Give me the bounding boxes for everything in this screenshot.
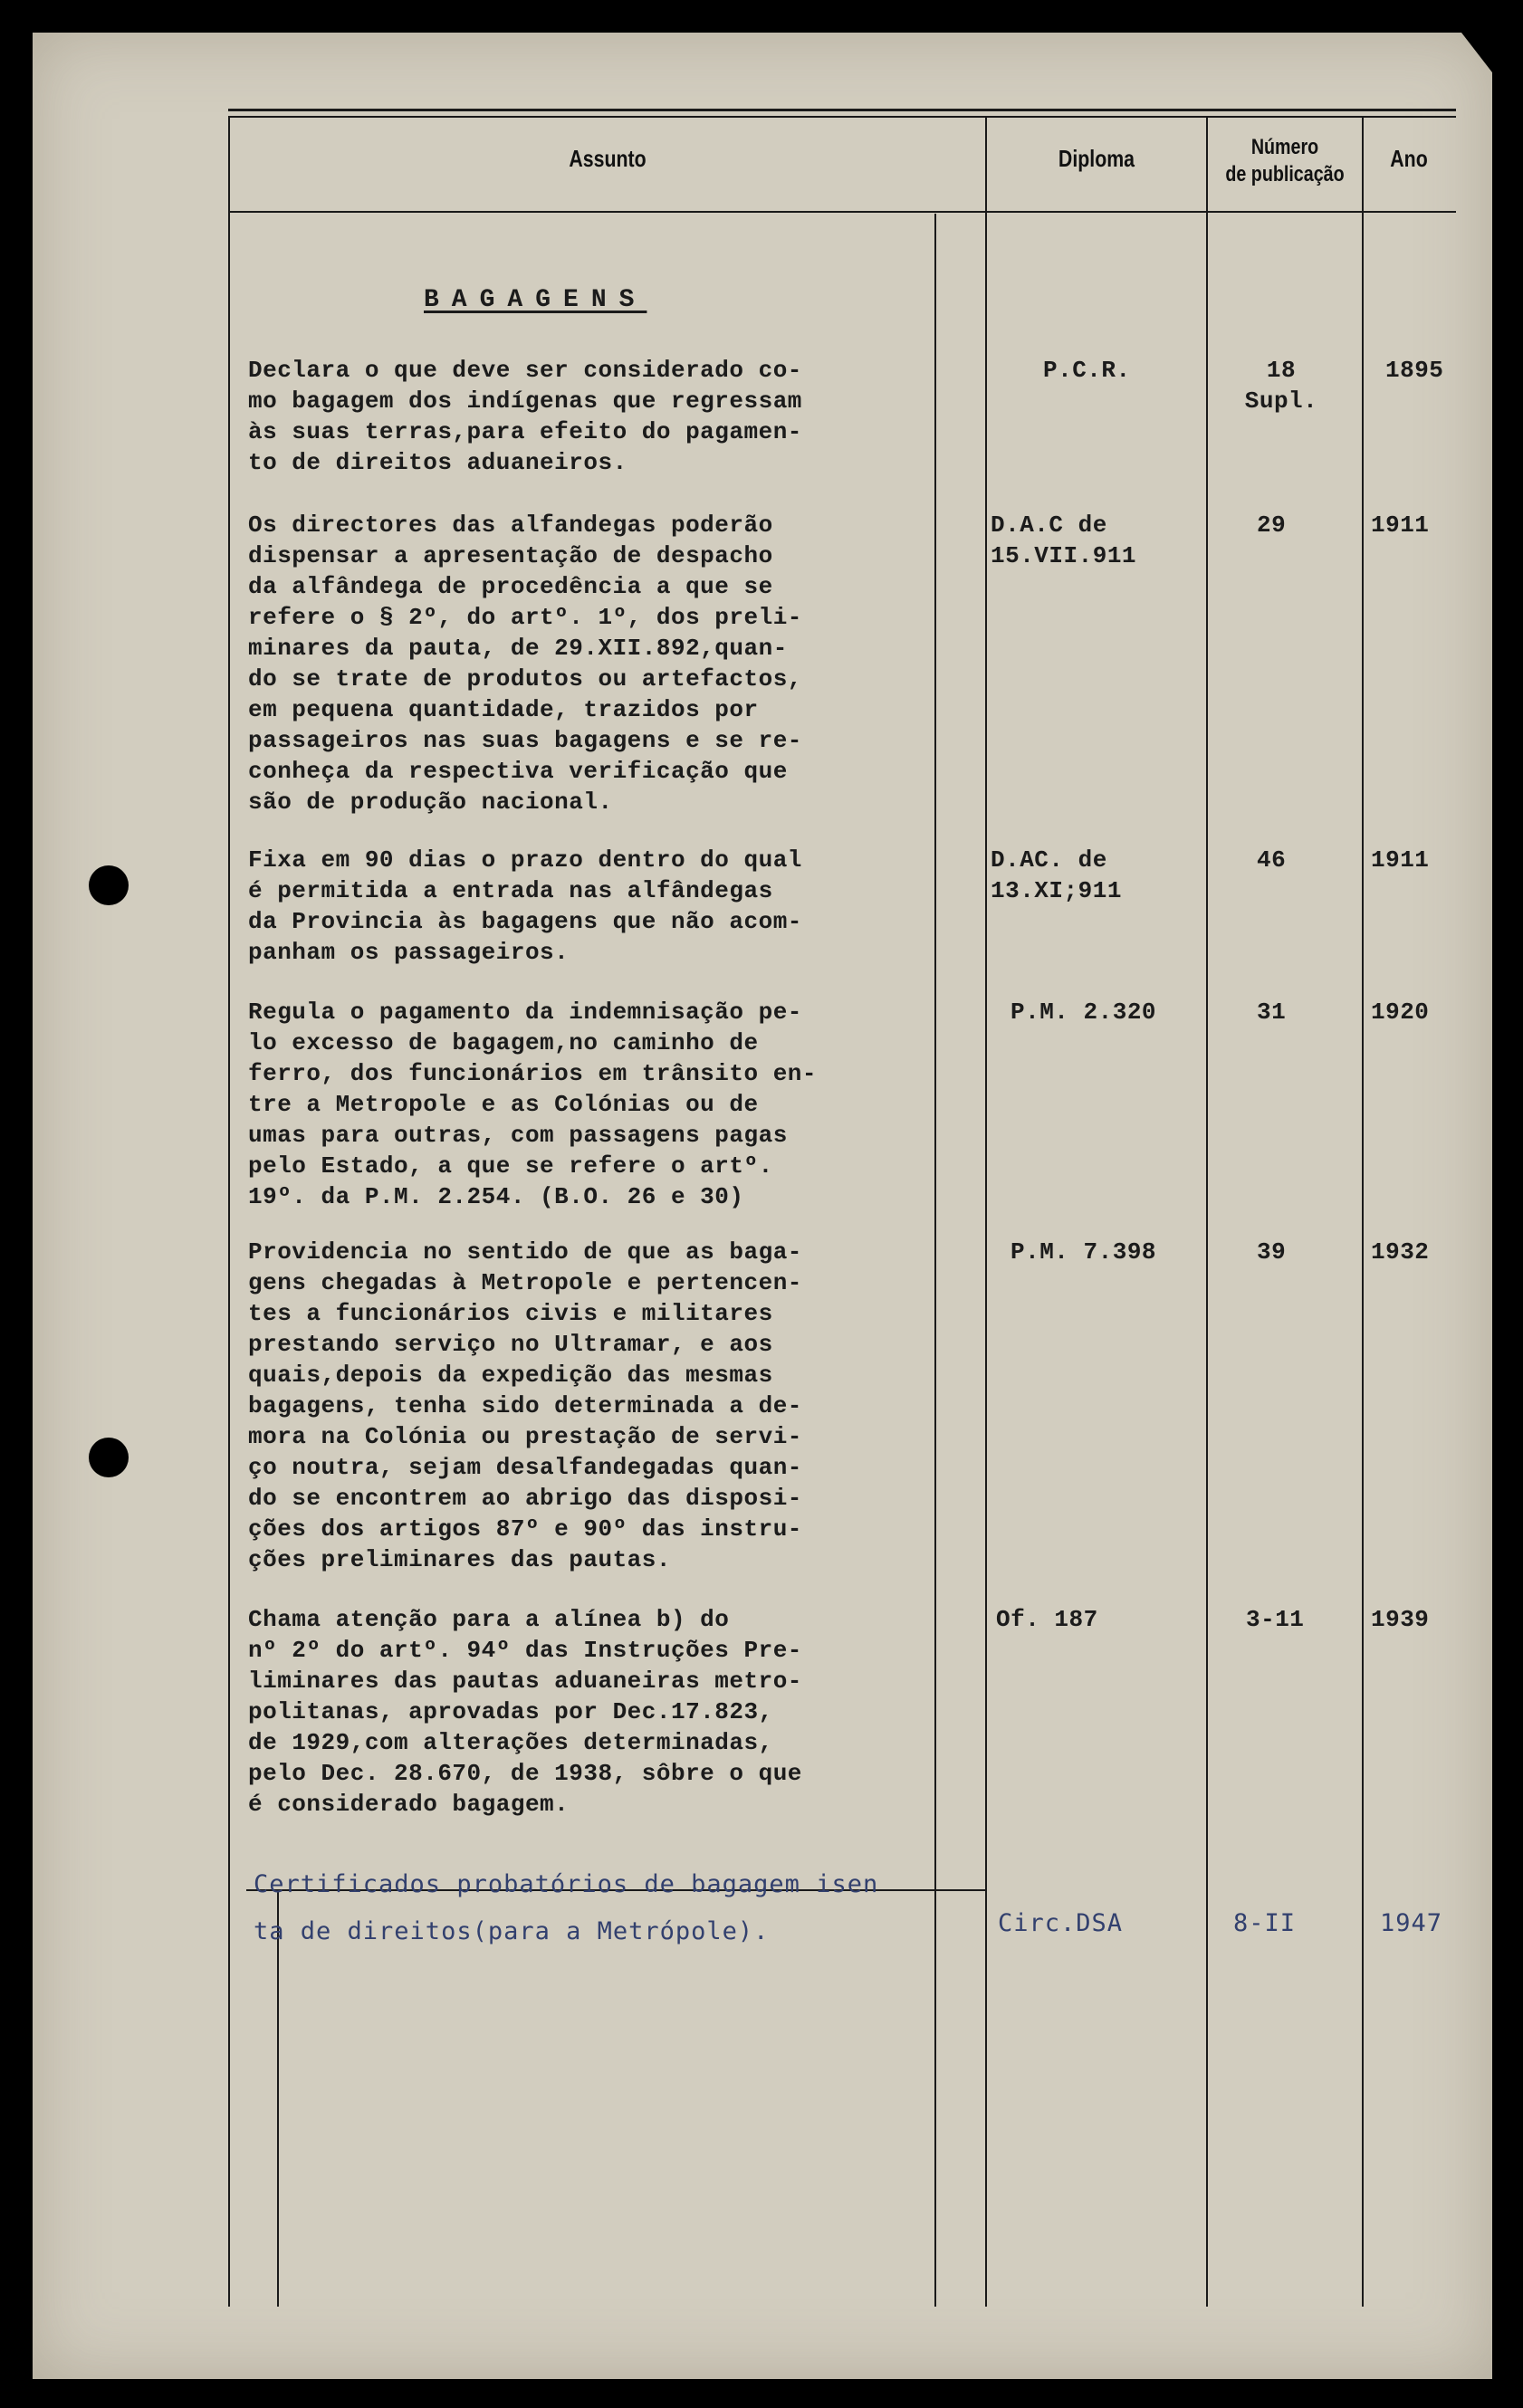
ledger-page: [33, 33, 1492, 2379]
header-bottom-rule: [228, 211, 1456, 213]
entry-5-diploma: P.M. 7.398: [1011, 1238, 1157, 1266]
entry-6-diploma: Of. 187: [996, 1606, 1098, 1633]
entry-5-numero: 39: [1257, 1238, 1287, 1266]
entry-4-numero: 31: [1257, 999, 1287, 1026]
header-assunto: Assunto: [569, 145, 647, 172]
top-rule-2: [228, 116, 1456, 118]
section-title: BAGAGENS: [424, 286, 647, 314]
punch-hole-bottom: [89, 1438, 129, 1477]
entry-7-assunto: Certificados probatórios de bagagem isen ta de direitos(para a Metrópole).: [254, 1870, 879, 1945]
punch-hole-top: [89, 865, 129, 905]
entry-1-diploma: P.C.R.: [1043, 357, 1131, 384]
entry-2-ano: 1911: [1371, 511, 1430, 539]
col-assunto-diploma: [985, 116, 987, 2307]
entry-1-numero: 18 Supl.: [1244, 357, 1318, 415]
entry-7-numero: 8-II: [1233, 1909, 1297, 1937]
header-diploma: Diploma: [1058, 145, 1135, 172]
col-assunto-inner: [934, 214, 936, 2307]
entry-4-diploma: P.M. 2.320: [1011, 999, 1157, 1026]
page-corner-fold: [1461, 33, 1492, 72]
entry-3-ano: 1911: [1371, 846, 1430, 874]
entry-1-ano: 1895: [1385, 357, 1444, 384]
entry-3-assunto: Fixa em 90 dias o prazo dentro do qual é permitida a entrada nas alfândegas da Provincia às bagagens que não acom- panham os passageiros.: [248, 846, 802, 966]
entry-2-diploma: D.A.C de 15.VII.911: [991, 511, 1137, 569]
entry-6-ano: 1939: [1371, 1606, 1430, 1633]
entry-3-diploma: D.AC. de 13.XI;911: [991, 846, 1122, 904]
entry-2-numero: 29: [1257, 511, 1287, 539]
entry-5-ano: 1932: [1371, 1238, 1430, 1266]
entry-5-assunto: Providencia no sentido de que as baga- gens chegadas à Metropole e pertencen- tes a funcionários civis e militares prestando serviço no Ultramar, e aos quais,depois da expedição das mesmas bagagens, tenha sido determinada a de- mora na Colónia ou prestação de servi- ço noutra, sejam desalfandegadas quan- do se encontrem ao abrigo das disposi- ções dos artigos 87º e 90º das instru- ções preliminares das pautas.: [248, 1238, 802, 1573]
entry-7-ano: 1947: [1380, 1909, 1443, 1937]
entry-4-assunto: Regula o pagamento da indemnisação pe- lo excesso de bagagem,no caminho de ferro, dos funcionários em trânsito en- tre a Metropole e as Colónias ou de umas para outras, com passagens pagas pelo Estado, a que se refere o artº. 19º. da P.M. 2.254. (B.O. 26 e 30): [248, 999, 817, 1210]
header-ano: Ano: [1390, 145, 1428, 172]
col-left-border: [228, 116, 230, 2307]
entry-7-diploma: Circ.DSA: [998, 1909, 1124, 1937]
entry-4-ano: 1920: [1371, 999, 1430, 1026]
top-rule: [228, 109, 1456, 111]
entry-3-numero: 46: [1257, 846, 1287, 874]
header-numero: Número de publicação: [1225, 135, 1345, 186]
col-numero-ano: [1362, 116, 1364, 2307]
entry-6-assunto: Chama atenção para a alínea b) do nº 2º do artº. 94º das Instruções Pre- liminares das pautas aduaneiras metro- politanas, aprovadas por Dec.17.823, de 1929,com alterações determinadas, pelo Dec. 28.670, de 1938, sôbre o que é considerado bagagem.: [248, 1606, 802, 1818]
col-diploma-numero: [1206, 116, 1208, 2307]
entry-1-assunto: Declara o que deve ser considerado co- mo bagagem dos indígenas que regressam às suas terras,para efeito do pagamen- to de direitos aduaneiros.: [248, 357, 802, 476]
entry-6-numero: 3-11: [1246, 1606, 1305, 1633]
entry-2-assunto: Os directores das alfandegas poderão dispensar a apresentação de despacho da alfândega de procedência a que se refere o § 2º, do artº. 1º, dos preli- minares da pauta, de 29.XII.892,quan- do se trate de produtos ou artefactos, em pequena quantidade, trazidos por passageiros nas suas bagagens e se re- conheça da respectiva verificação que são de produção nacional.: [248, 511, 802, 816]
